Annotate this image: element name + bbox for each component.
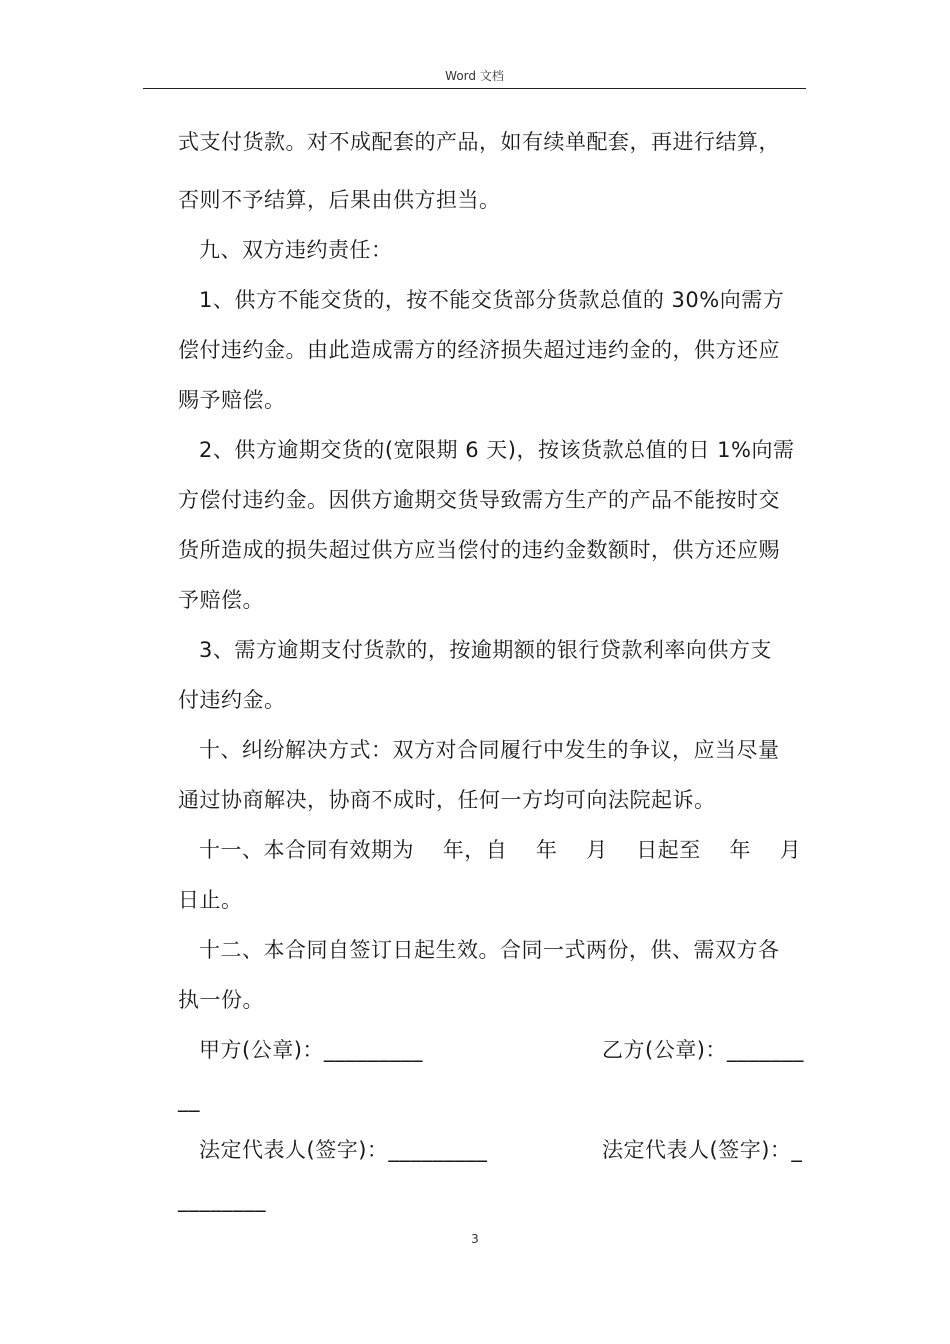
page-number: 3 (471, 1232, 479, 1246)
section-heading: 九、双方违约责任： (199, 238, 393, 262)
header-title: Word 文档 (445, 69, 504, 83)
text-line: 日止。 (178, 888, 243, 912)
section-heading: 十、纠纷解决方式：双方对合同履行中发生的争议，应当尽量 (199, 738, 780, 762)
section-heading: 十一、本合同有效期为 年，自 年 月 日起至 年 月 (199, 838, 802, 862)
text-line: 通过协商解决，协商不成时，任何一方均可向法院起诉。 (178, 788, 716, 812)
text-line: 予赔偿。 (178, 588, 264, 612)
party-a-representative-field: 法定代表人(签字)：_________ (199, 1138, 488, 1162)
party-b-representative-field: 法定代表人(签字)：_ (602, 1138, 803, 1162)
party-b-representative-field-continued: ________ (178, 1188, 266, 1212)
text-line: 否则不予结算，后果由供方担当。 (178, 188, 501, 212)
document-header (143, 66, 806, 89)
text-line: 1、供方不能交货的，按不能交货部分货款总值的 30%向需方 (199, 288, 785, 312)
text-line: 2、供方逾期交货的(宽限期 6 天)，按该货款总值的日 1%向需 (199, 438, 795, 462)
text-line: 偿付违约金。由此造成需方的经济损失超过违约金的，供方还应 (178, 338, 780, 362)
text-line: 货所造成的损失超过供方应当偿付的违约金数额时，供方还应赐 (178, 538, 780, 562)
party-a-seal-field: 甲方(公章)：_________ (199, 1038, 423, 1062)
text-line: 3、需方逾期支付货款的，按逾期额的银行贷款利率向供方支 (199, 638, 772, 662)
text-line: 式支付货款。对不成配套的产品，如有续单配套，再进行结算， (178, 130, 780, 154)
party-b-seal-field-continued: __ (178, 1088, 200, 1112)
section-heading: 十二、本合同自签订日起生效。合同一式两份，供、需双方各 (199, 938, 780, 962)
text-line: 执一份。 (178, 988, 264, 1012)
text-line: 赐予赔偿。 (178, 388, 286, 412)
party-b-seal-field: 乙方(公章)：_______ (602, 1038, 804, 1062)
text-line: 方偿付违约金。因供方逾期交货导致需方生产的产品不能按时交 (178, 488, 780, 512)
text-line: 付违约金。 (178, 688, 286, 712)
